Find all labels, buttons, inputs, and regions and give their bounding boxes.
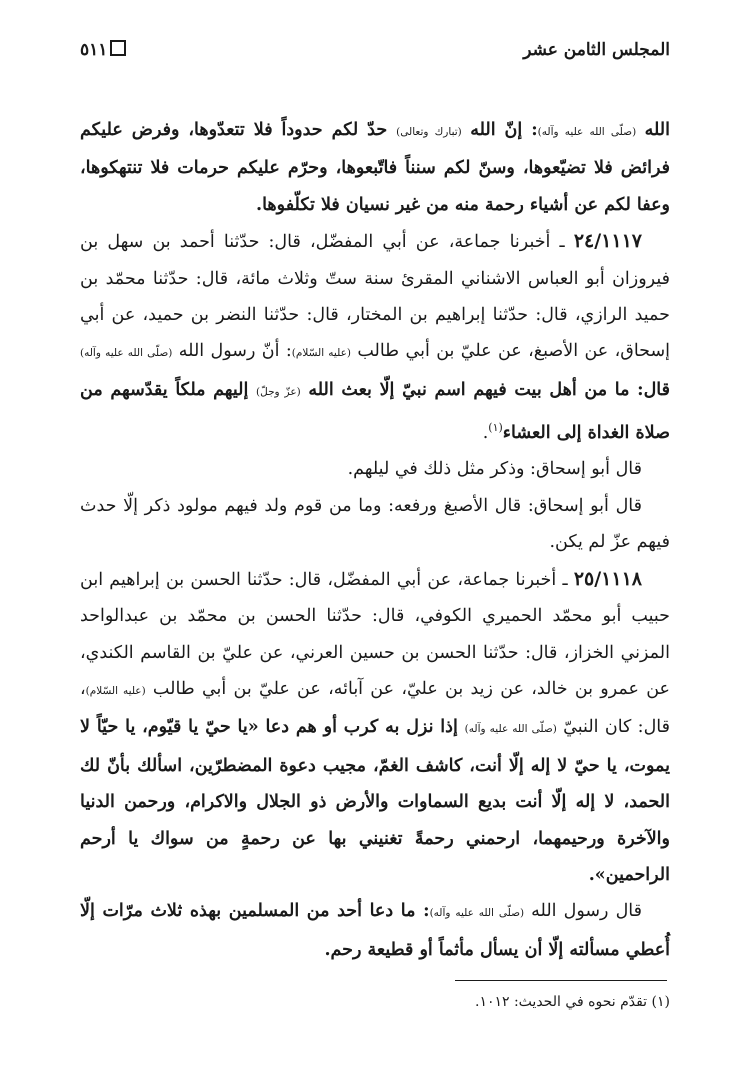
paragraph-1: الله (صلّى الله عليه وآله): إنّ الله (تبارك وتعالى) حدّ لكم حدوداً فلا تتعدّوها، وفرض عليكم فرائض فلا تضيّعوها، وسنّ لكم سنناً فاتّبعوها، وحرّم عليكم حرمات فلا تنتهكوها، وعفا لكم عن أشياء رحمة منه من غير نسيان فلا تكلّفوها. xyxy=(80,120,670,215)
footnote: (١) تقدّم نحوه في الحديث: ١٠١٢. xyxy=(474,994,670,1010)
paragraph-abu-ishaq-2: قال أبو إسحاق: قال الأصبغ ورفعه: وما من قوم ولد فيهم مولود ذكر إلّا حدث فيهم عزّ لم يكن. xyxy=(80,495,670,553)
paragraph-abu-ishaq-1: قال أبو إسحاق: وذكر مثل ذلك في ليلهم. xyxy=(347,459,642,480)
page-number-text: ٥١١ xyxy=(80,40,108,60)
footnote-divider xyxy=(455,980,667,981)
hadith-number: ٢٤/١١١٧ xyxy=(573,230,642,253)
page-header xyxy=(80,40,670,70)
hadith-1118: ٢٥/١١١٨ ـ أخبرنا جماعة، عن أبي المفضّل، قال: حدّثنا الحسن بن إبراهيم ابن حبيب أبو محمّد الحميري الكوفي، قال: حدّثنا الحسن بن محمّد بن عبدالواحد المزني الخزاز، قال: حدّثنا الحسن بن حسين العرني، عن عليّ بن القاسم الكندي، عن عمرو بن خالد، عن زيد بن عليّ، عن آبائه، عن عليّ بن أبي طالب (عليه السّلام)، قال: كان النبيّ (صلّى الله عليه وآله) إذا نزل به كرب أو هم دعا «يا حيّ يا قيّوم، يا حيّاً لا يموت، يا حيّ لا إله إلّا أنت، كاشف الغمّ، مجيب دعوة المضطرّين، اسألك بأنّ لك الحمد، لا إله إلّا أنت بديع السماوات والأرض ذو الجلال والاكرام، ورحمن الدنيا والآخرة ورحيمهما، ارحمني رحمةً تغنيني بها عن رحمةٍ من سواك يا أرحم الراحمين». xyxy=(80,567,670,885)
hadith-number: ٢٥/١١١٨ xyxy=(573,567,642,590)
page-marker-icon xyxy=(110,40,126,56)
paragraph-prophet-saying: قال رسول الله (صلّى الله عليه وآله): ما دعا أحد من المسلمين بهذه ثلاث مرّات إلّا أُعطي مسألته إلّا أن يسأل مأثماً أو قطيعة رحم. xyxy=(80,901,670,960)
main-text xyxy=(80,112,670,968)
page-number xyxy=(80,40,126,60)
footnote-ref: (١) xyxy=(488,421,503,435)
salawat-honorific: (صلّى الله عليه وآله) xyxy=(537,126,637,138)
chapter-title: المجلس الثامن عشر xyxy=(523,40,670,60)
tabaraka-honorific: (تبارك وتعالى) xyxy=(396,126,462,138)
hadith-1117: ٢٤/١١١٧ ـ أخبرنا جماعة، عن أبي المفضّل، قال: حدّثنا أحمد بن سهل بن فيروزان أبو العباس الاشناني المقرئ سنة ستّ وثلاث مائة، قال: حدّثنا محمّد بن حميد الرازي، قال: حدّثنا إبراهيم بن المختار، قال: حدّثنا النضر بن حميد، عن أبي إسحاق، عن الأصبغ، عن عليّ بن أبي طالب (عليه السّلام): أنّ رسول الله (صلّى الله عليه وآله) قال: ما من أهل بيت فيهم اسم نبيّ إلّا بعث الله (عزّ وجلّ) إليهم ملكاً يقدّسهم من صلاة الغداة إلى العشاء$^{(١)}$. xyxy=(80,230,670,444)
